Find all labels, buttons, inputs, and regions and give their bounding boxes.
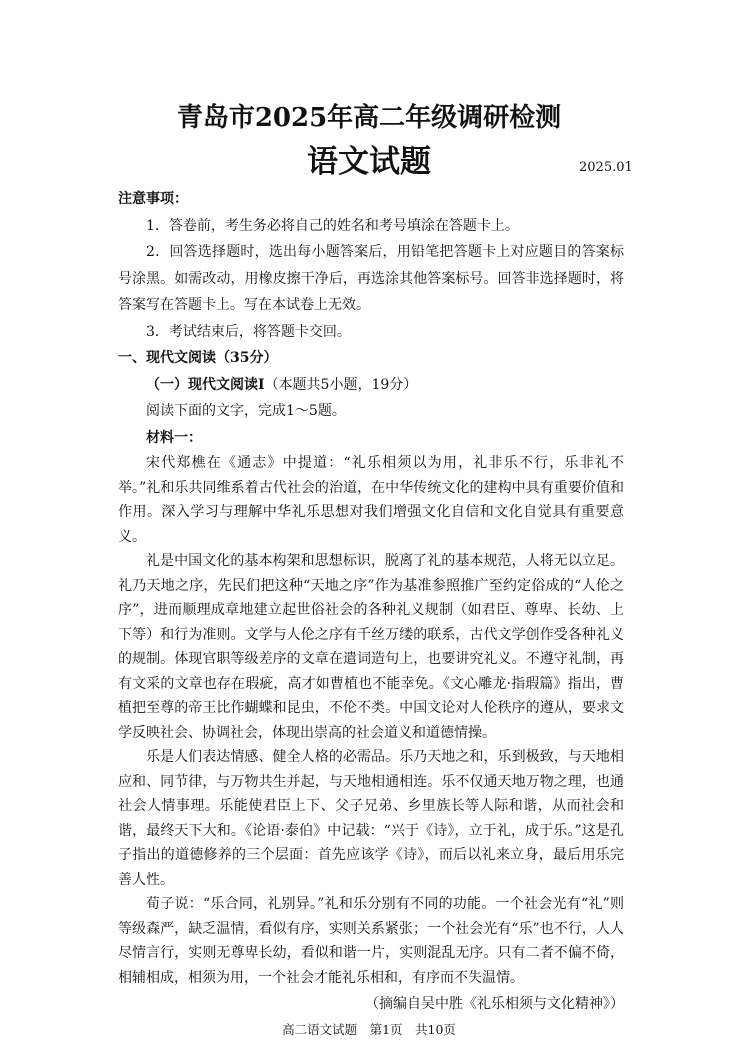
- sub-heading: [118, 372, 624, 399]
- reading-passage: [118, 451, 624, 990]
- paragraph: 乐是人们表达情感、健全人格的必需品。乐乃天地之和，乐到极致，与天地相应和、同节律，与万物共生并起，与天地相通相连。乐不仅通天地万物之理，也通社会人情事理。乐能使君臣上下、父子兄弟、乡里族长等人际和谐，从而社会和谐，最终天下大和。《论语·泰伯》中记载：“兴于《诗》，立于礼，成于乐。”这是孔子指出的道德修养的三个层面：首先应该学《诗》，而后以礼来立身，最后用乐完善人性。: [118, 749, 624, 888]
- paragraph: 荀子说：“乐合同，礼别异。”礼和乐分别有不同的功能。一个社会光有“礼”则等级森严，缺乏温情，看似有序，实则关系紧张；一个社会光有“乐”也不行，人人尽情言行，实则无尊卑长幼，看似和谐一片，实则混乱无序。只有二者不偏不倚，相辅相成，相须为用，一个社会才能礼乐相和，有序而不失温情。: [118, 896, 624, 986]
- exam-date: 2025.01: [579, 160, 633, 175]
- section-heading: 一、现代文阅读（35分）: [118, 350, 278, 366]
- note-item: 3．考试结束后，将答题卡交回。: [146, 323, 351, 340]
- material-label: 材料一：: [146, 429, 202, 446]
- subtitle-row: [0, 140, 738, 184]
- paragraph: 礼是中国文化的基本构架和思想标识，脱离了礼的基本规范，人将无以立足。礼乃天地之序，先民们把这种“天地之序”作为基准参照推广至约定俗成的“人伦之序”，进而顺理成章地建立起世俗社会的各种礼义规制（如君臣、尊卑、长幼、上下等）和行为准则。文学与人伦之序有千丝万缕的联系，古代文学创作受各种礼义的规制。体现官职等级差序的文章在遣词造句上，也要讲究礼义。不遵守礼制，再有文采的文章也存在瑕疵，高才如曹植也不能幸免。《文心雕龙·指瑕篇》指出，曹植把至尊的帝王比作蝴蝶和昆虫，不伦不类。中国文论对人伦秩序的遵从，要求文学反映社会、协调社会，体现出崇高的社会道义和道德情操。: [118, 553, 624, 741]
- notes-section: [118, 186, 624, 451]
- exam-title: 青岛市2025年高二年级调研检测: [176, 103, 562, 133]
- paragraph: 宋代郑樵在《通志》中提道：“礼乐相须以为用，礼非乐不行，乐非礼不举。”礼和乐共同维系着古代社会的治道，在中华传统文化的建构中具有重要价值和作用。深入学习与理解中华礼乐思想对我们增强文化自信和文化自觉具有重要意义。: [118, 455, 624, 545]
- exam-subtitle: 语文试题: [307, 144, 431, 180]
- sub-heading-detail: （本题共5小题，19分）: [264, 376, 418, 393]
- note-item: 2．回答选择题时，选出每小题答案后，用铅笔把答题卡上对应题目的答案标号涂黑。如需改动，用橡皮擦干净后，再选涂其他答案标号。回答非选择题时，将答案写在答题卡上。写在本试卷上无效。: [118, 244, 624, 313]
- instruction: 阅读下面的文字，完成1～5题。: [146, 403, 346, 419]
- sub-heading-label: （一）现代文阅读Ⅰ: [146, 376, 265, 393]
- page-footer: 高二语文试题 第1页 共10页: [282, 1022, 456, 1037]
- source-citation: （摘编自吴中胜《礼乐相须与文化精神》）: [365, 996, 624, 1012]
- note-item: 1．答卷前，考生务必将自己的姓名和考号填涂在答题卡上。: [146, 217, 519, 234]
- notes-heading: 注意事项：: [118, 191, 188, 207]
